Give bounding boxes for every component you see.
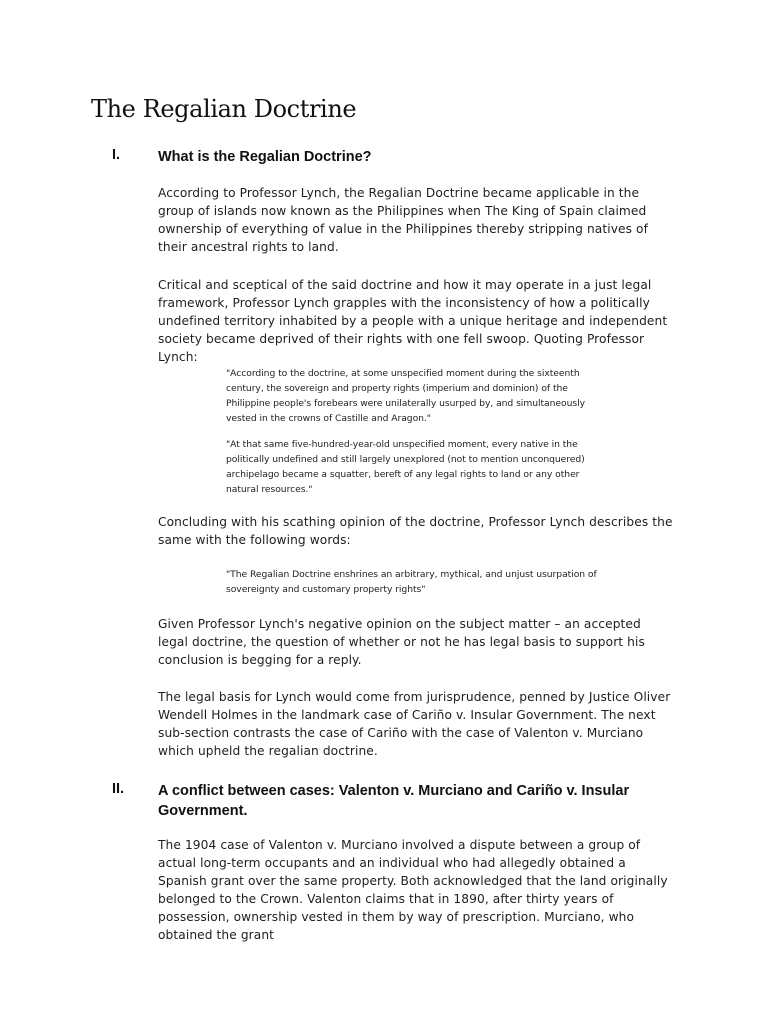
paragraph: The 1904 case of Valenton v. Murciano involved a dispute between a group of actual long-term occupants and an individual who had allegedly obtained a Spanish grant over the same property. Both acknowledged that the land originally belonged to the Crown. Valenton claims that in 1890, after thirty years of possession, ownership vested in them by way of prescription. Murciano, who obtained the grant <box>158 838 668 942</box>
document-title: The Regalian Doctrine <box>91 95 357 123</box>
section-number: I. <box>112 147 121 163</box>
paragraph: Given Professor Lynch's negative opinion on the subject matter – an accepted legal doctrine, the question of whether or not he has legal basis to support his conclusion is begging for a reply. <box>158 617 645 667</box>
paragraph: According to Professor Lynch, the Regalian Doctrine became applicable in the group of islands now known as the Philippines when The King of Spain claimed ownership of everything of value in the Philippines thereby stripping natives of their ancestral rights to land. <box>158 186 649 254</box>
paragraph: The legal basis for Lynch would come from jurisprudence, penned by Justice Oliver Wendell Holmes in the landmark case of Cariño v. Insular Government. The next sub-section contrasts the case of Cariño with the case of Valenton v. Murciano which upheld the regalian doctrine. <box>158 690 671 758</box>
section-title: What is the Regalian Doctrine? <box>158 149 372 165</box>
section-title: A conflict between cases: Valenton v. Murciano and Cariño v. Insular Government. <box>158 783 630 819</box>
block-quote: "The Regalian Doctrine enshrines an arbitrary, mythical, and unjust usurpation of sovereignty and customary property rights" <box>226 569 597 595</box>
paragraph: Concluding with his scathing opinion of the doctrine, Professor Lynch describes the same with the following words: <box>158 515 673 547</box>
block-quote: "According to the doctrine, at some unspecified moment during the sixteenth century, the sovereign and property rights (imperium and dominion) of the Philippine people's forebears were unilaterally usurped by, and simultaneously vested in the crowns of Castille and Aragon." <box>226 368 585 424</box>
paragraph: Critical and sceptical of the said doctrine and how it may operate in a just legal framework, Professor Lynch grapples with the inconsistency of how a politically undefined territory inhabited by a people with a unique heritage and independent society became deprived of their rights with one fell swoop. Quoting Professor Lynch: <box>158 278 668 364</box>
section-number: II. <box>112 781 125 797</box>
block-quote: "At that same five-hundred-year-old unspecified moment, every native in the politically undefined and still largely unexplored (not to mention unconquered) archipelago became a squatter, bereft of any legal rights to land or any other natural resources." <box>226 439 585 495</box>
